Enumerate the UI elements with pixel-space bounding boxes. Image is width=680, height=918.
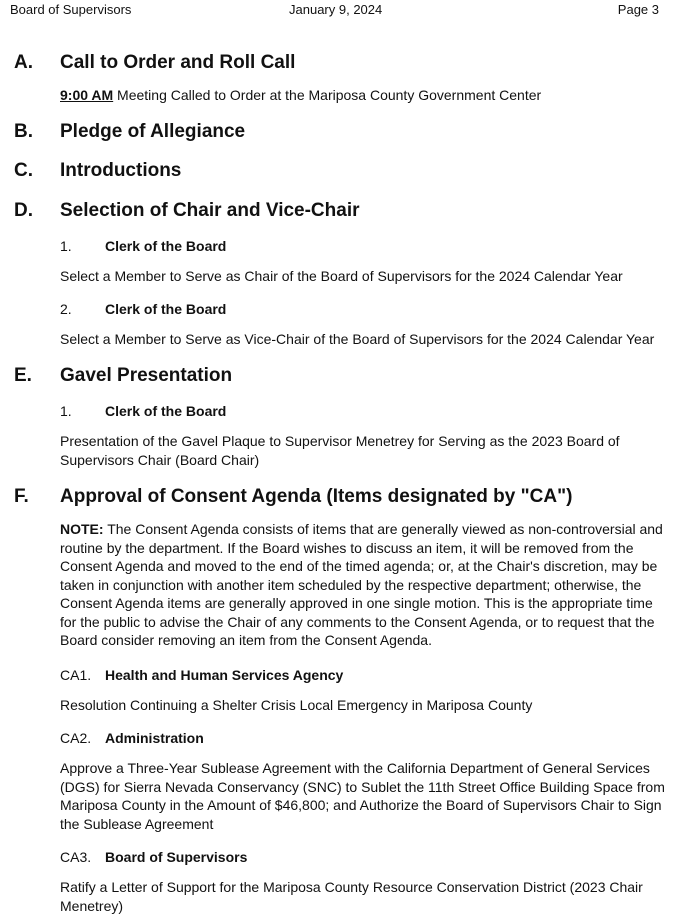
agenda-item-d1 [60,238,226,254]
item-department: Health and Human Services Agency [105,667,344,683]
agenda-item-ca1 [60,667,343,683]
item-department: Board of Supervisors [105,849,248,865]
item-number: 2. [60,301,72,317]
section-title: Selection of Chair and Vice-Chair [60,200,360,221]
meeting-time: 9:00 AM [60,87,114,103]
page-header [0,0,680,20]
section-title: Pledge of Allegiance [60,121,246,142]
section-title: Approval of Consent Agenda (Items designated by "CA") [60,486,573,507]
agenda-item-e1 [60,403,226,419]
item-description: Presentation of the Gavel Plaque to Supervisor Menetrey for Serving as the 2023 Board of Supervisors Chair (Board Chair) [60,433,620,468]
agenda-item-ca2 [60,730,204,746]
section-letter: A. [14,52,33,73]
section-letter: D. [14,200,33,221]
item-description: Resolution Continuing a Shelter Crisis Local Emergency in Mariposa County [60,697,533,713]
note-label: NOTE: [60,521,104,537]
header-date: January 9, 2024 [289,2,383,17]
item-number: CA3. [60,849,92,865]
item-description: Select a Member to Serve as Vice-Chair of the Board of Supervisors for the 2024 Calendar Year [60,331,655,347]
item-number: 1. [60,238,72,254]
section-letter: E. [14,365,32,386]
item-department: Clerk of the Board [105,403,227,419]
section-letter: C. [14,160,33,181]
item-department: Clerk of the Board [105,301,227,317]
call-to-order-description: Meeting Called to Order at the Mariposa County Government Center [113,87,542,103]
section-title: Call to Order and Roll Call [60,52,296,73]
header-board-name: Board of Supervisors [10,2,132,17]
section-title: Introductions [60,160,182,181]
item-number: CA1. [60,667,92,683]
item-number: CA2. [60,730,92,746]
item-department: Administration [105,730,204,746]
call-to-order-text [60,86,665,105]
section-letter: F. [14,486,29,507]
section-title: Gavel Presentation [60,365,233,386]
note-text: The Consent Agenda consists of items that are generally viewed as non-controversial and routine by the department. If the Board wishes to discuss an item, it will be removed from the Consent Agenda and moved to the end of the timed agenda; or, at the Chair's discretion, may be taken in conjunction with another item scheduled by the respective department; otherwise, the Consent Agenda items are generally approved in one single motion. This is the appropriate time for the public to advise the Chair of any comments to the Consent Agenda, or to request that the Board consider removing an item from the Consent Agenda. [60,521,663,648]
item-description: Select a Member to Serve as Chair of the Board of Supervisors for the 2024 Calendar Year [60,268,623,284]
agenda-item-ca3 [60,849,247,865]
header-page-number: Page 3 [617,2,659,17]
item-description: Approve a Three-Year Sublease Agreement with the California Department of General Services (DGS) for Sierra Nevada Conservancy (SNC) to Sublet the 11th Street Office Building Space from Mariposa County in the Amount of $46,800; and Authorize the Board of Supervisors Chair to Sign the Sublease Agreement [60,760,665,832]
item-department: Clerk of the Board [105,238,227,254]
agenda-item-d2 [60,301,226,317]
item-description: Ratify a Letter of Support for the Mariposa County Resource Conservation District (2023 Chair Menetrey) [60,879,643,914]
item-number: 1. [60,403,72,419]
section-letter: B. [14,121,33,142]
consent-agenda-note [60,520,665,650]
